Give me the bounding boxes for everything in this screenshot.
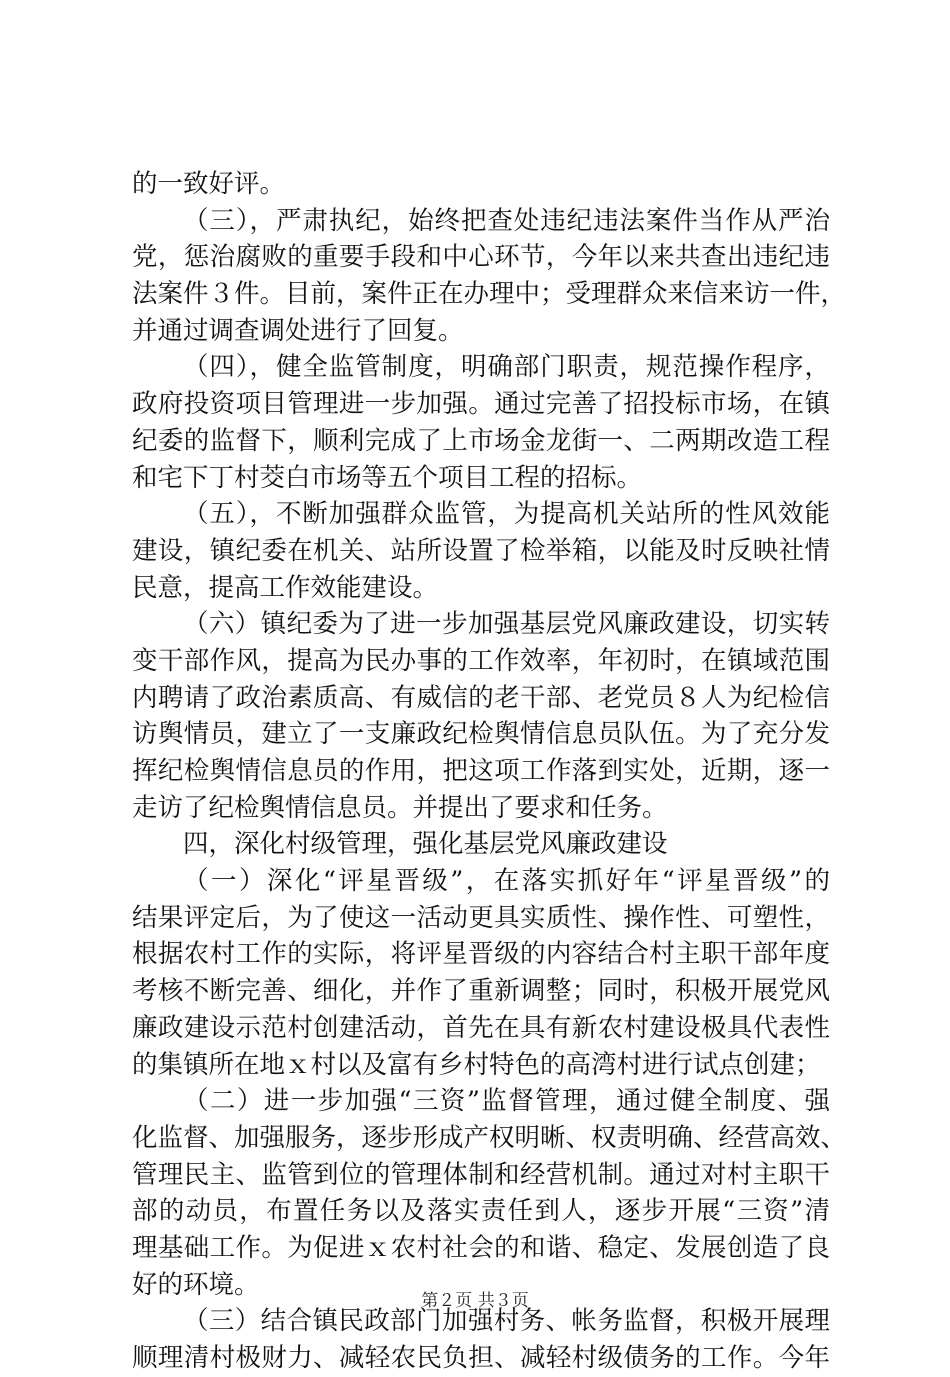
- text-line: 理基础工作。为促进ｘ农村社会的和谐、稳定、发展创造了良: [132, 1232, 830, 1263]
- text-line: 好的环境。: [132, 1269, 260, 1300]
- text-line: 根据农村工作的实际，将评星晋级的内容结合村主职干部年度: [132, 939, 830, 970]
- document-body: [132, 166, 847, 1377]
- text-line: （四），健全监管制度，明确部门职责，规范操作程序，: [183, 352, 830, 383]
- text-line: 的一致好评。: [132, 169, 286, 199]
- text-line: 管理民主、监管到位的管理体制和经营机制。通过对村主职干: [132, 1159, 830, 1190]
- text-line: （三）结合镇民政部门加强村务、帐务监督，积极开展理: [183, 1306, 830, 1337]
- text-line: 廉政建设示范村创建活动，首先在具有新农村建设极具代表性: [132, 1012, 830, 1043]
- text-line: 访舆情员，建立了一支廉政纪检舆情信息员队伍。为了充分发: [132, 719, 830, 750]
- page-number-footer: 第２页 共３页: [421, 1291, 529, 1311]
- text-line: 和宅下丁村茭白市场等五个项目工程的招标。: [132, 462, 643, 493]
- text-line: 四，深化村级管理，强化基层党风廉政建设: [183, 829, 668, 860]
- text-line: 纪委的监督下，顺利完成了上市场金龙街一、二两期改造工程: [132, 425, 830, 456]
- text-line: 并通过调查调处进行了回复。: [132, 315, 464, 346]
- text-line: 顺理清村极财力、减轻农民负担、减轻村级债务的工作。今年: [132, 1343, 830, 1373]
- text-line: 化监督、加强服务，逐步形成产权明晰、权责明确、经营高效、: [132, 1122, 847, 1153]
- text-line: 结果评定后，为了使这一活动更具实质性、操作性、可塑性，: [132, 902, 830, 933]
- text-line: 挥纪检舆情信息员的作用，把这项工作落到实处，近期，逐一: [132, 756, 830, 786]
- text-line: 考核不断完善、细化，并作了重新调整；同时，积极开展党风: [132, 976, 830, 1007]
- text-line: （六）镇纪委为了进一步加强基层党风廉政建设，切实转: [183, 609, 830, 640]
- text-line: （二）进一步加强“三资”监督管理，通过健全制度、强: [183, 1086, 830, 1117]
- text-line: 内聘请了政治素质高、有威信的老干部、老党员８人为纪检信: [132, 682, 830, 713]
- text-line: （三），严肃执纪，始终把查处违纪违法案件当作从严治: [183, 205, 830, 236]
- text-line: （五），不断加强群众监管，为提高机关站所的性风效能: [183, 499, 830, 530]
- text-line: 变干部作风，提高为民办事的工作效率，年初时，在镇域范围: [132, 645, 830, 676]
- text-line: （一）深化“评星晋级”，在落实抓好年“评星晋级”的: [183, 866, 830, 897]
- text-line: 的集镇所在地ｘ村以及富有乡村特色的高湾村进行试点创建；: [132, 1049, 821, 1080]
- text-line: 法案件３件。目前，案件正在办理中；受理群众来信来访一件，: [132, 279, 847, 310]
- text-line: 民意，提高工作效能建设。: [132, 572, 439, 603]
- text-line: 建设，镇纪委在机关、站所设置了检举箱，以能及时反映社情: [132, 535, 830, 566]
- text-line: 部的动员，布置任务以及落实责任到人，逐步开展“三资”清: [132, 1196, 830, 1227]
- text-line: 走访了纪检舆情信息员。并提出了要求和任务。: [132, 792, 668, 823]
- text-line: 政府投资项目管理进一步加强。通过完善了招投标市场，在镇: [132, 389, 830, 420]
- text-line: 党，惩治腐败的重要手段和中心环节，今年以来共查出违纪违: [132, 242, 830, 273]
